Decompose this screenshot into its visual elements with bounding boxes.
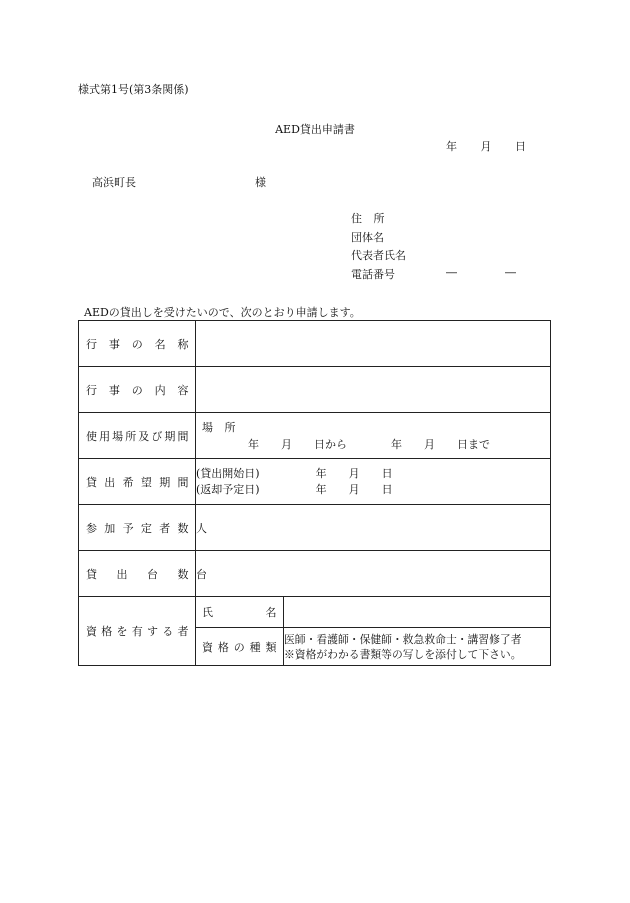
- event-content-label: 行事の内容: [86, 383, 189, 397]
- lend-period-label-cell: [79, 459, 196, 505]
- place-period-label-cell: [79, 413, 196, 459]
- qual-type-label: 資格の種類: [202, 640, 277, 654]
- addressee-honorific: 様: [255, 176, 266, 189]
- participants-label: 参加予定者数: [86, 521, 189, 535]
- qualified-name-field[interactable]: [284, 597, 551, 628]
- applicant-block: [351, 210, 406, 284]
- count-unit: 台: [196, 567, 207, 581]
- table-row: [79, 551, 551, 597]
- qual-type-field[interactable]: [284, 628, 551, 666]
- lend-period-field[interactable]: [196, 459, 551, 505]
- qual-types-note: ※資格がわかる書類等の写しを添付して下さい。: [284, 647, 522, 661]
- lend-return-row: [196, 482, 550, 498]
- document-title: AED貸出申請書: [275, 123, 355, 136]
- event-name-field[interactable]: [196, 321, 551, 367]
- count-label: 貸出台数: [86, 567, 189, 581]
- event-content-field[interactable]: [196, 367, 551, 413]
- addressee-name: 高浜町長: [92, 176, 136, 189]
- event-content-label-cell: [79, 367, 196, 413]
- place-dates: 年 月 日から 年 月 日まで: [248, 438, 490, 451]
- intro-text: AEDの貸出しを受けたいので、次のとおり申請します。: [84, 306, 361, 319]
- lend-start-date: 年 月 日: [315, 466, 393, 480]
- qual-type-label-cell: [196, 628, 284, 666]
- table-row: [79, 321, 551, 367]
- event-name-label-cell: [79, 321, 196, 367]
- phone-dash: ―: [505, 266, 516, 279]
- lend-period-label: 貸出希望期間: [86, 475, 189, 489]
- applicant-group-label: 団体名: [351, 230, 384, 244]
- name-label: 氏名: [202, 606, 277, 620]
- count-field[interactable]: [196, 551, 551, 597]
- participants-unit: 人: [196, 521, 207, 535]
- phone-dash: ―: [446, 266, 457, 279]
- qualified-label: 資格を有する者: [86, 625, 189, 638]
- table-row: [79, 367, 551, 413]
- table-row: [79, 505, 551, 551]
- count-label-cell: [79, 551, 196, 597]
- place-label: 場 所: [202, 421, 236, 434]
- participants-label-cell: [79, 505, 196, 551]
- participants-field[interactable]: [196, 505, 551, 551]
- table-row: [79, 597, 551, 628]
- applicant-representative-label: 代表者氏名: [351, 249, 406, 262]
- event-name-label: 行事の名称: [86, 337, 189, 351]
- applicant-address-label: 住 所: [351, 212, 385, 225]
- table-row: [79, 413, 551, 459]
- table-row: [79, 459, 551, 505]
- qualified-label-cell: [79, 597, 196, 666]
- place-period-label: 使用場所及び期間: [86, 429, 189, 443]
- application-date: 年 月 日: [446, 140, 526, 153]
- lend-return-date: 年 月 日: [315, 482, 393, 496]
- name-label-cell: [196, 597, 284, 628]
- lend-return-label: (返却予定日): [196, 482, 260, 496]
- applicant-phone-label: 電話番号: [351, 267, 395, 281]
- lend-start-row: [196, 466, 550, 482]
- place-period-field[interactable]: [196, 413, 551, 459]
- form-number: 様式第1号(第3条関係): [78, 83, 189, 96]
- qual-types-list: 医師・看護師・保健師・救急救命士・講習修了者: [284, 632, 522, 646]
- lend-start-label: (貸出開始日): [196, 466, 260, 480]
- application-table: [78, 320, 551, 666]
